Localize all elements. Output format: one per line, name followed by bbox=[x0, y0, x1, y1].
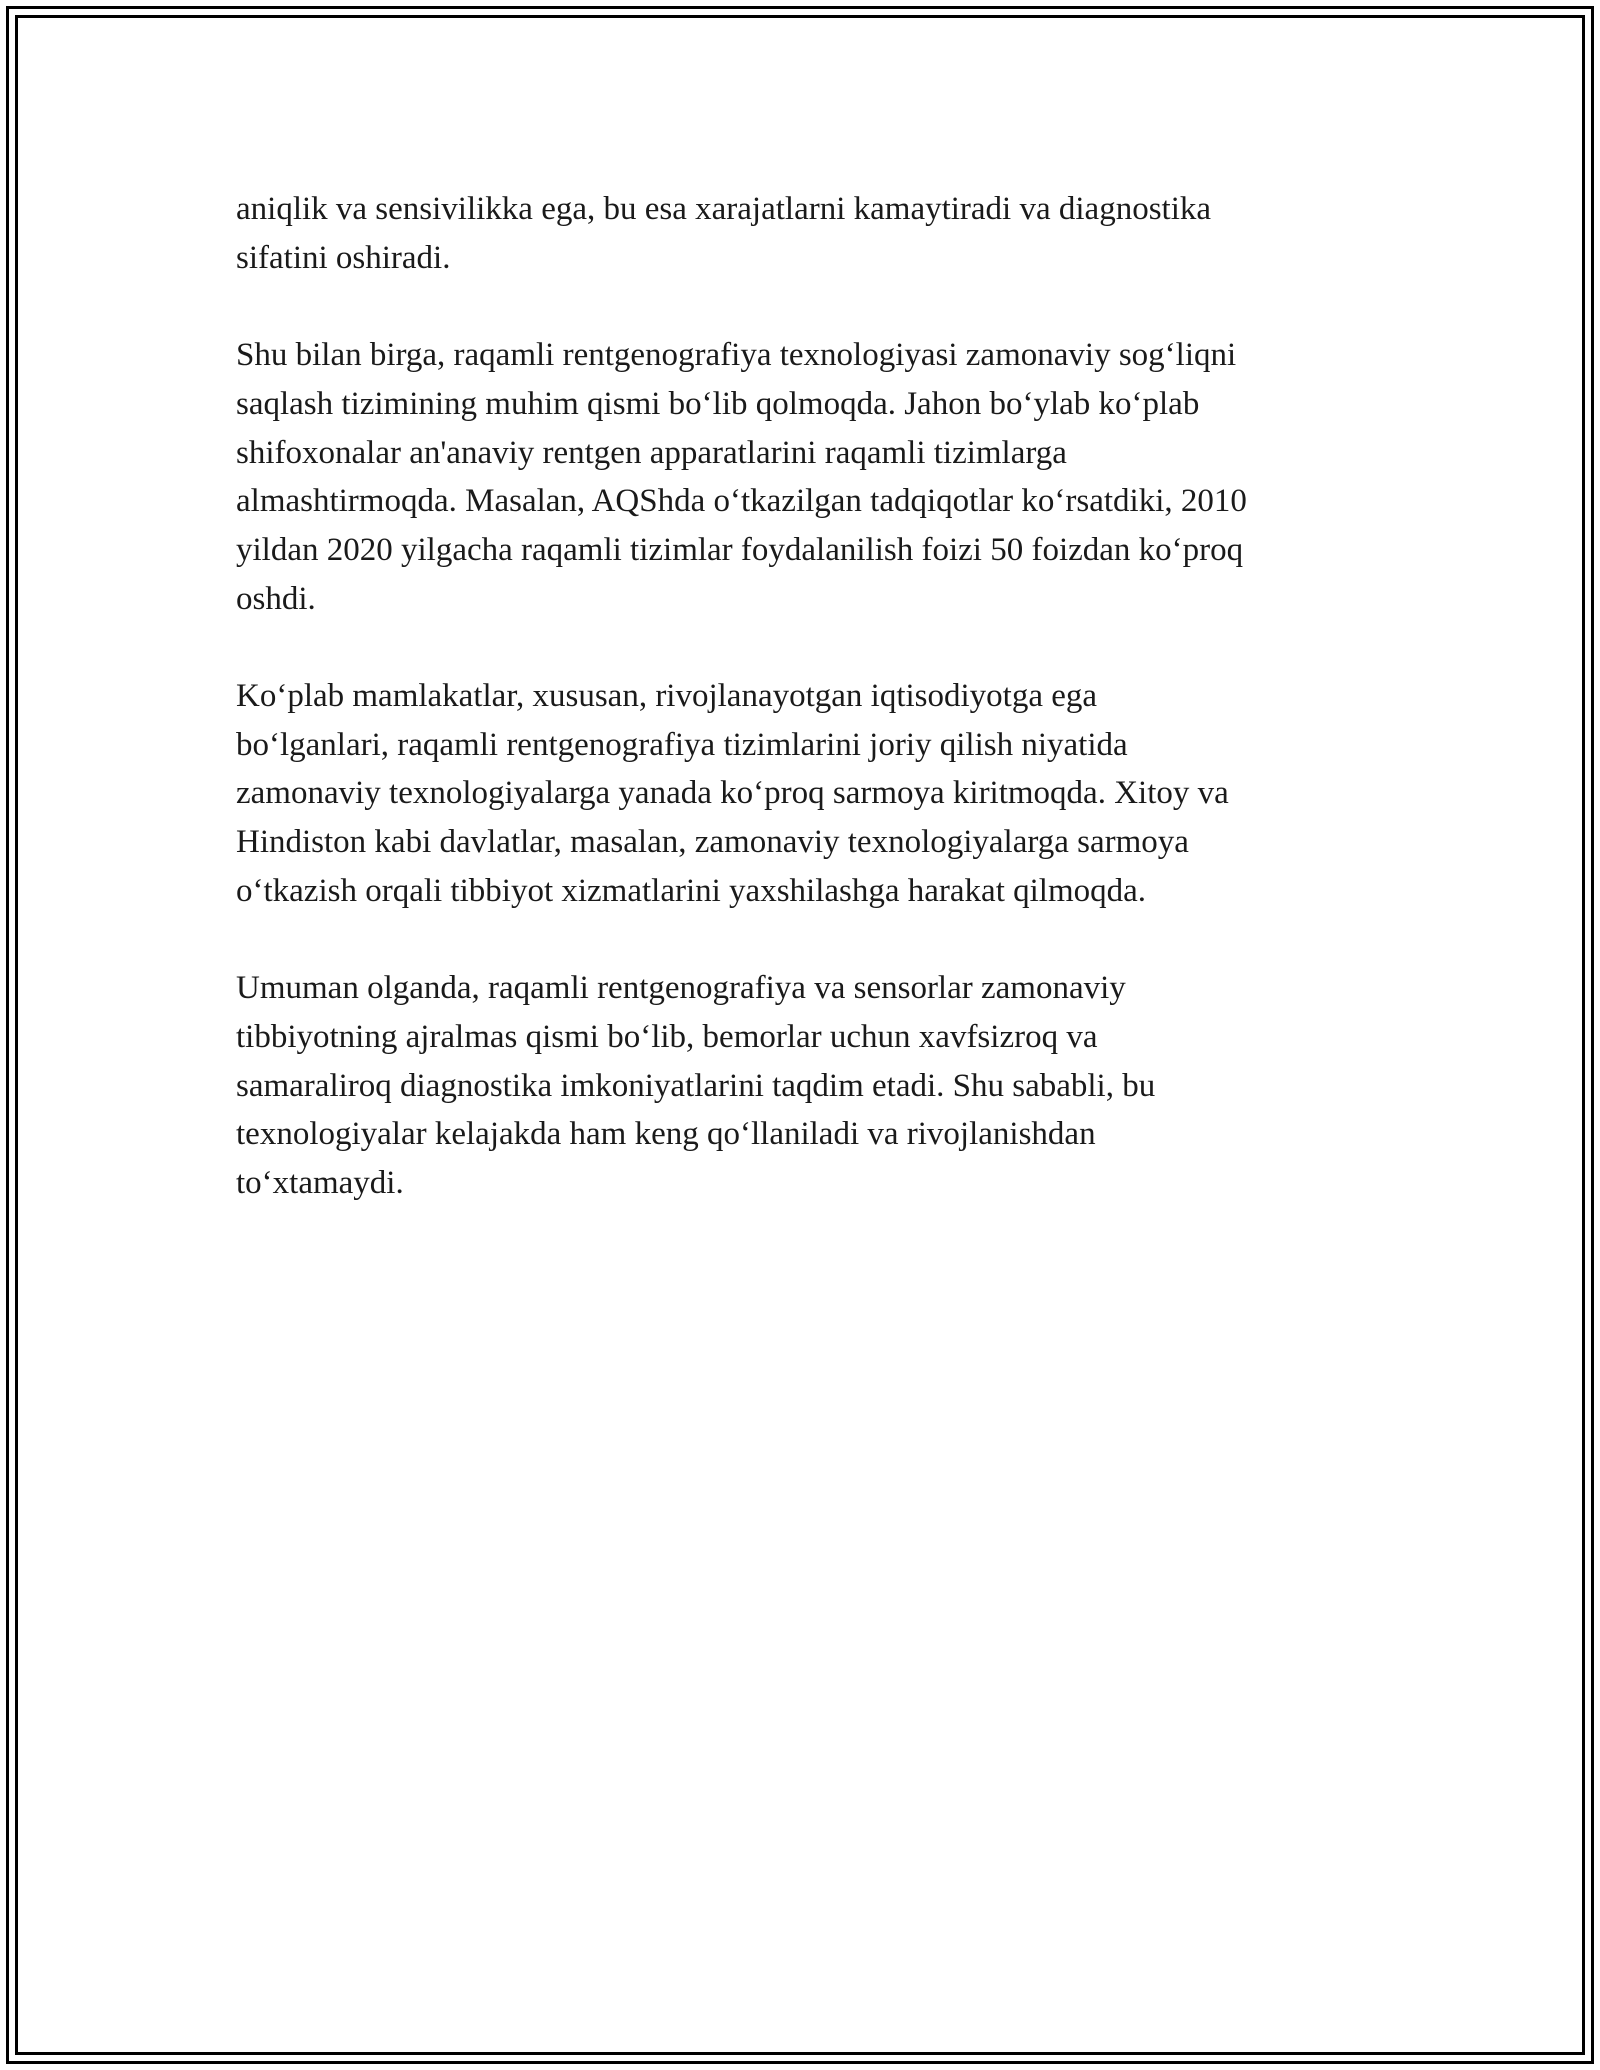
document-body bbox=[236, 185, 1366, 1256]
paragraph-4: Umuman olganda, raqamli rentgenografiya va sensorlar zamonaviy tibbiyotning ajralmas qismi bo‘lib, bemorlar uchun xavfsizroq va samaraliroq diagnostika imkoniyatlarini taqdim etadi. Shu sababli, bu texnologiyalar kelajakda ham keng qo‘llaniladi va rivojlanishdan to‘xtamaydi. bbox=[236, 970, 1156, 1202]
paragraph-2: Shu bilan birga, raqamli rentgenografiya texnologiyasi zamonaviy sog‘liqni saqlash tizimining muhim qismi bo‘lib qolmoqda. Jahon bo‘ylab ko‘plab shifoxonalar an'anaviy rentgen apparatlarini raqamli tizimlarga almashtirmoqda. Masalan, AQShda o‘tkazilgan tadqiqotlar ko‘rsatdiki, 2010 yildan 2020 yilgacha raqamli tizimlar foydalanilish foizi 50 foizdan ko‘proq oshdi. bbox=[236, 337, 1247, 617]
paragraph-1: aniqlik va sensivilikka ega, bu esa xarajatlarni kamaytiradi va diagnostika sifatini oshiradi. bbox=[236, 191, 1212, 276]
paragraph-3: Ko‘plab mamlakatlar, xususan, rivojlanayotgan iqtisodiyotga ega bo‘lganlari, raqamli rentgenografiya tizimlarini joriy qilish niyatida zamonaviy texnologiyalarga yanada ko‘proq sarmoya kiritmoqda. Xitoy va Hindiston kabi davlatlar, masalan, zamonaviy texnologiyalarga sarmoya o‘tkazish orqali tibbiyot xizmatlarini yaxshilashga harakat qilmoqda. bbox=[236, 678, 1229, 909]
